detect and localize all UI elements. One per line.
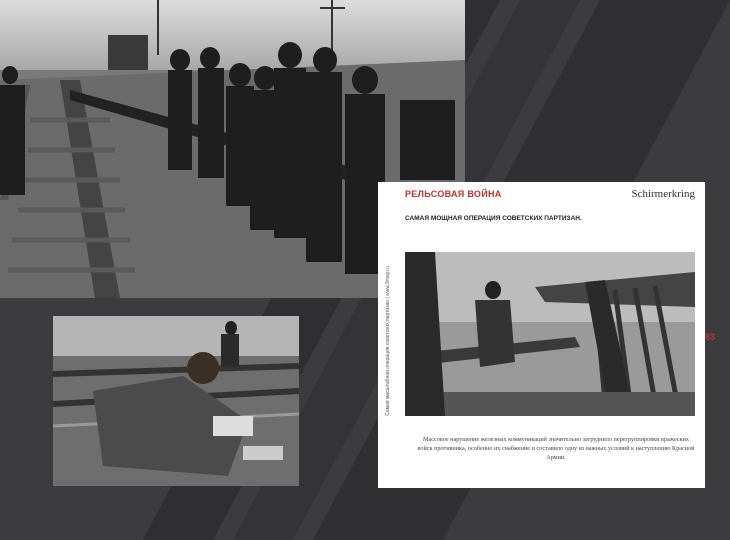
- card-photo-rail-demolition: [405, 252, 695, 416]
- card-side-label: Самая масштабная операция советских партизан | www.9may.ru: [385, 266, 391, 416]
- card-subtitle: САМАЯ МОЩНАЯ ОПЕРАЦИЯ СОВЕТСКИХ ПАРТИЗАН.: [405, 215, 582, 222]
- card-page-number: 83: [705, 332, 716, 342]
- book-page-card: [378, 182, 716, 488]
- card-caption: Массовое нарушение железных коммуникаций значительно затруднило перегруппировки вражеских войск противника, особенно их снабжение и составило одну из важных условий к наступлению Красной Армии.: [417, 436, 695, 461]
- card-brand: Schirmerkring: [631, 188, 695, 200]
- card-title: РЕЛЬСОВАЯ ВОЙНА: [405, 189, 502, 199]
- photo-partisan-placing-charge: [53, 316, 299, 486]
- card-side-text: [384, 222, 392, 462]
